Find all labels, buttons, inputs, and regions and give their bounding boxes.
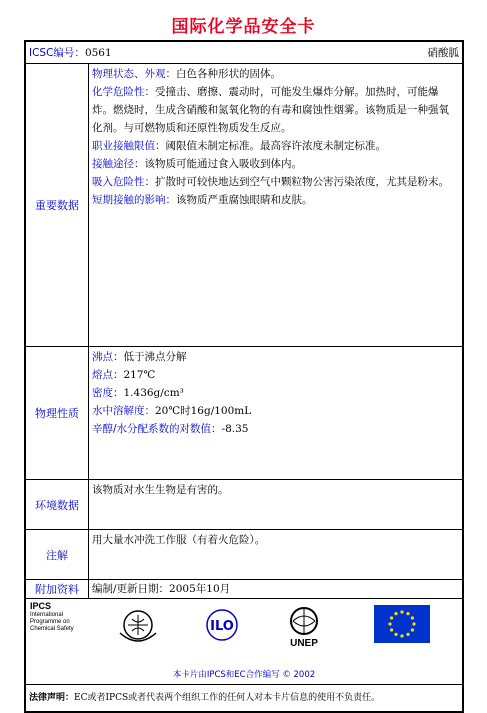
physical-item-value: 217℃ — [123, 369, 156, 381]
eu-star-icon — [394, 612, 397, 615]
eu-star-icon — [400, 610, 403, 613]
physical-item-key: 水中溶解度： — [92, 405, 155, 417]
who-emblem-icon — [114, 603, 162, 649]
eu-star-icon — [400, 634, 403, 637]
physical-item-key: 辛醇/水分配系数的对数值： — [92, 423, 222, 435]
ipcs-name-2: Programme on — [30, 619, 70, 625]
card-title: 国际化学品安全卡 — [171, 17, 316, 37]
unep-emblem-icon — [284, 603, 324, 649]
important-content — [89, 64, 462, 346]
extra-label: 附加资料 — [26, 580, 89, 598]
physical-item — [92, 366, 459, 384]
disclaimer-section — [26, 685, 462, 711]
eu-star-icon — [406, 612, 409, 615]
eu-star-icon — [390, 628, 393, 631]
disclaimer-body: EC或者IPCS或者代表两个组织工作的任何人对本卡片信息的使用不负责任。 — [74, 693, 381, 703]
physical-item-value: -8.35 — [221, 423, 249, 435]
important-item-key: 短期接触的影响： — [92, 194, 176, 206]
disclaimer-text — [26, 688, 462, 708]
cooperation-caption: 本卡片由IPCS和EC合作编写 © 2002 — [172, 670, 316, 680]
notes-label: 注解 — [26, 530, 89, 579]
important-item-value: 阈限值未制定标准。最高容许浓度未制定标准。 — [165, 140, 386, 152]
disclaimer-label: 法律声明： — [29, 693, 75, 703]
important-item-key: 化学危险性： — [92, 86, 155, 98]
extra-section — [26, 580, 462, 599]
environment-section — [26, 480, 462, 530]
extra-text: 编制/更新日期：2005年10月 — [92, 583, 231, 595]
card-header — [26, 42, 462, 64]
physical-item-key: 熔点： — [92, 369, 124, 381]
important-item-key: 接触途径： — [92, 158, 145, 170]
safety-card — [24, 40, 464, 713]
eu-star-icon — [394, 633, 397, 636]
notes-section — [26, 530, 462, 580]
physical-item-value: 20℃时16g/100mL — [155, 405, 252, 417]
important-item — [92, 191, 459, 209]
important-item-value: 扩散时可较快地达到空气中颗粒物公害污染浓度，尤其是粉末。 — [155, 176, 449, 188]
important-item — [92, 83, 459, 137]
ipcs-abbr: IPCS — [30, 601, 52, 611]
important-item — [92, 173, 459, 191]
physical-item-key: 密度： — [92, 387, 124, 399]
logos-section — [26, 599, 462, 685]
important-item — [92, 155, 459, 173]
ipcs-name-1: International — [30, 612, 64, 618]
important-item-value: 该物质可能通过食入吸收到体内。 — [144, 158, 302, 170]
physical-item-value: 低于沸点分解 — [123, 351, 187, 363]
notes-text: 用大量水冲洗工作服（有着火危险）。 — [92, 534, 266, 546]
physical-label: 物理性质 — [26, 347, 89, 479]
important-item — [92, 137, 459, 155]
physical-content — [89, 347, 462, 479]
eu-star-icon — [412, 622, 415, 625]
ipcs-name-3: Chemical Safety — [30, 626, 74, 632]
icsc-label: ICSC编号： — [29, 47, 85, 59]
physical-section — [26, 347, 462, 480]
eu-star-icon — [388, 622, 391, 625]
physical-item — [92, 348, 459, 366]
physical-item — [92, 402, 459, 420]
ilo-emblem-icon — [198, 603, 246, 649]
important-item-value: 该物质严重腐蚀眼睛和皮肤。 — [176, 194, 313, 206]
icsc-number — [29, 45, 112, 60]
svg-text:ILO: ILO — [210, 619, 234, 634]
physical-item-value: 1.436g/cm³ — [123, 387, 184, 399]
substance-name: 硝酸胍 — [427, 47, 459, 59]
important-item-value: 受撞击、磨擦、震动时，可能发生爆炸分解。加热时，可能爆炸。燃烧时，生成含硝酸和氮氧化物的有毒和腐蚀性烟雾。该物质是一种强氧化剂。与可燃物质和还原性物质发生反应。 — [92, 86, 449, 134]
physical-item — [92, 420, 459, 438]
important-item-key: 物理状态、外观： — [92, 68, 176, 80]
physical-item-key: 沸点： — [92, 351, 124, 363]
important-section — [26, 64, 462, 347]
eu-star-icon — [411, 628, 414, 631]
physical-item — [92, 384, 459, 402]
unep-label: UNEP — [290, 638, 318, 649]
important-item-value: 白色各种形状的固体。 — [176, 68, 281, 80]
eu-star-icon — [390, 616, 393, 619]
environment-text: 该物质对水生生物是有害的。 — [92, 484, 229, 496]
eu-flag-icon — [374, 605, 430, 645]
important-item-key: 吸入危险性： — [92, 176, 155, 188]
icsc-value: 0561 — [84, 47, 112, 59]
important-item-key: 职业接触限值： — [92, 140, 166, 152]
eu-star-icon — [406, 633, 409, 636]
eu-star-icon — [411, 616, 414, 619]
important-item — [92, 65, 459, 83]
ipcs-logo — [30, 603, 74, 633]
environment-label: 环境数据 — [26, 480, 89, 529]
important-label: 重要数据 — [26, 64, 89, 346]
